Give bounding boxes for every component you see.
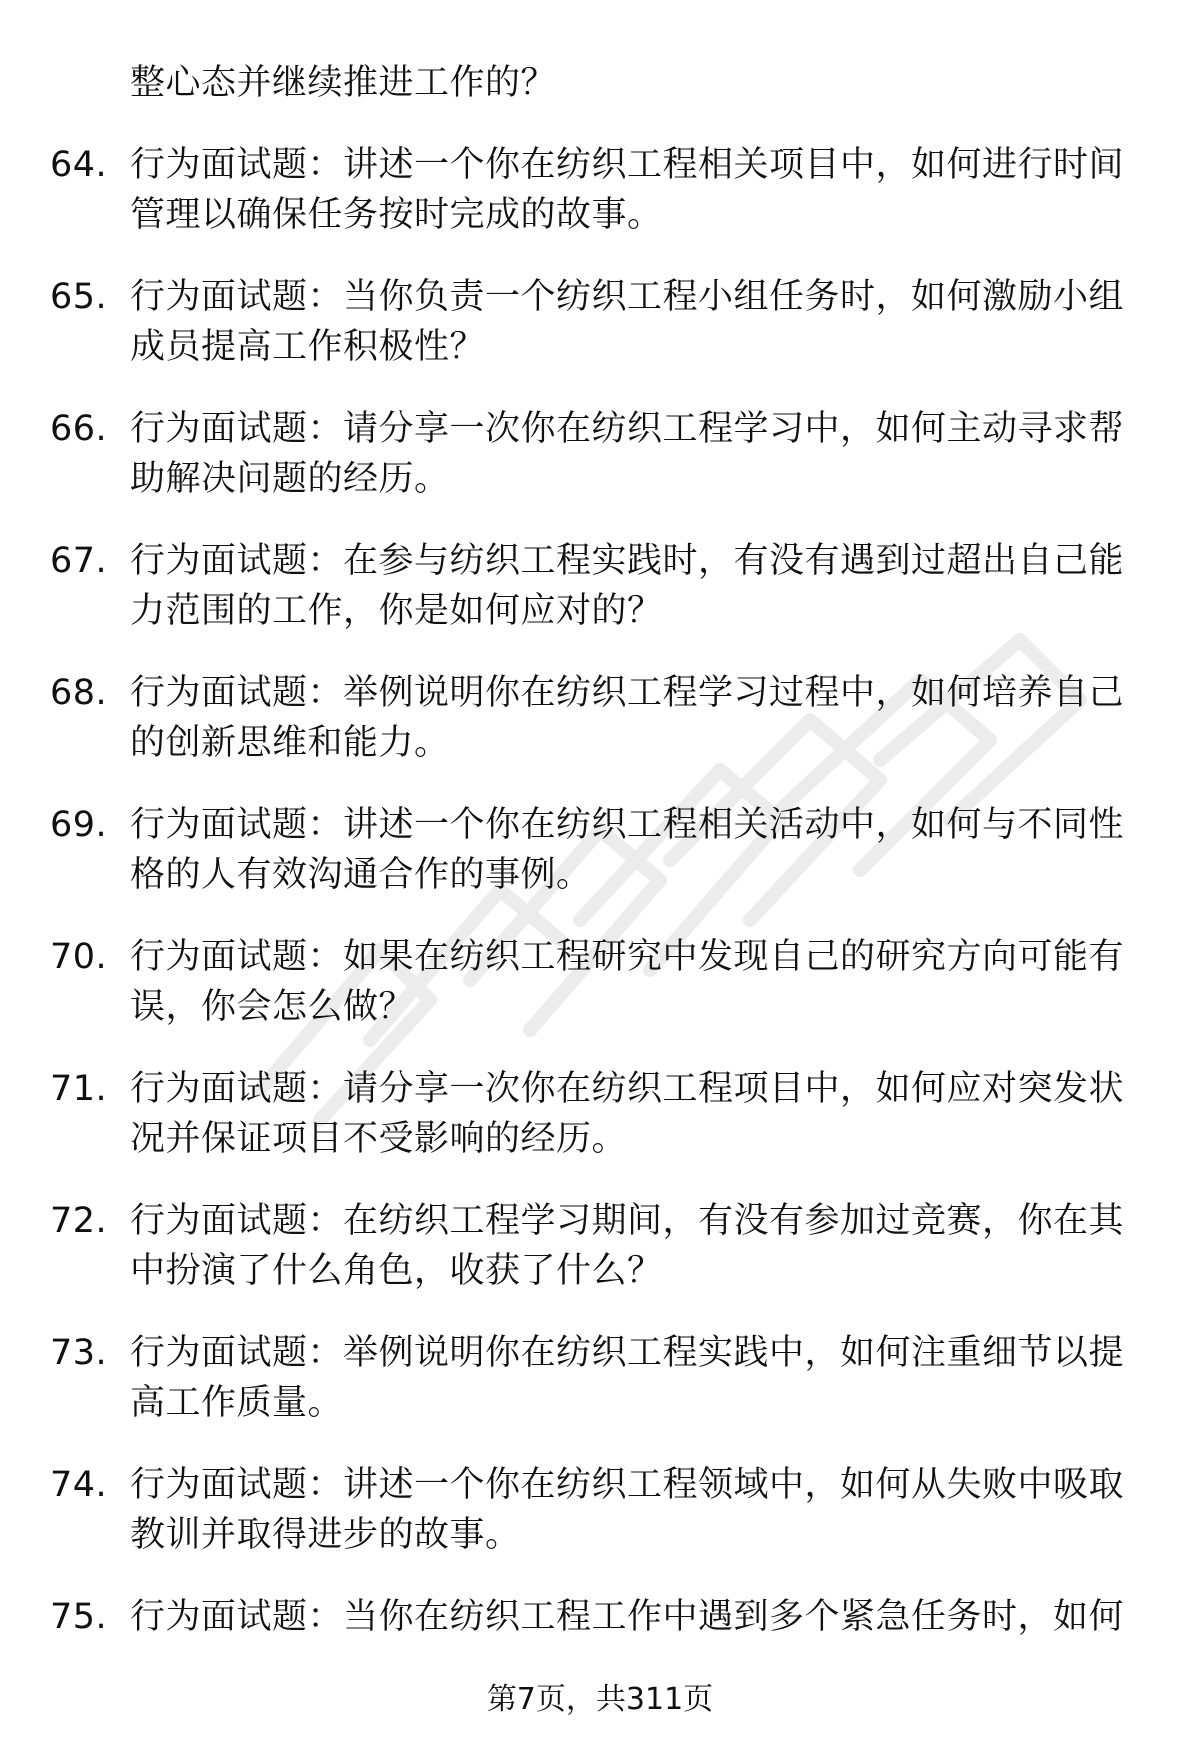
question-number: 73.	[50, 1333, 108, 1373]
question-number: 72.	[50, 1201, 108, 1241]
question-text: 行为面试题：举例说明你在纺织工程学习过程中，如何培养自己的创新思维和能力。	[130, 673, 1125, 763]
list-item	[0, 1328, 1200, 1460]
question-number: 66.	[50, 409, 108, 449]
list-item	[0, 272, 1200, 404]
page-footer: 第7页，共311页	[486, 1682, 714, 1717]
question-number: 69.	[50, 805, 108, 845]
question-number: 67.	[50, 541, 108, 581]
list-item	[0, 668, 1200, 800]
list-item	[0, 1064, 1200, 1196]
question-text: 行为面试题：当你负责一个纺织工程小组任务时，如何激励小组成员提高工作积极性？	[130, 277, 1125, 367]
question-number: 75.	[50, 1597, 108, 1637]
question-text: 行为面试题：如果在纺织工程研究中发现自己的研究方向可能有误，你会怎么做？	[130, 937, 1125, 1027]
list-item	[0, 1196, 1200, 1328]
list-item	[0, 536, 1200, 668]
list-item	[0, 404, 1200, 536]
question-text: 行为面试题：在纺织工程学习期间，有没有参加过竞赛，你在其中扮演了什么角色，收获了什么？	[130, 1201, 1125, 1291]
question-text: 行为面试题：当你在纺织工程工作中遇到多个紧急任务时，如何	[130, 1597, 1125, 1637]
question-text: 行为面试题：讲述一个你在纺织工程领域中，如何从失败中吸取教训并取得进步的故事。	[130, 1465, 1125, 1555]
question-number: 68.	[50, 673, 108, 713]
question-text: 行为面试题：请分享一次你在纺织工程项目中，如何应对突发状况并保证项目不受影响的经历。	[130, 1069, 1125, 1159]
list-item	[0, 800, 1200, 932]
question-list	[0, 140, 1200, 1724]
question-text: 行为面试题：在参与纺织工程实践时，有没有遇到过超出自己能力范围的工作，你是如何应对的？	[130, 541, 1125, 631]
question-number: 74.	[50, 1465, 108, 1505]
question-number: 64.	[50, 145, 108, 185]
question-text: 行为面试题：讲述一个你在纺织工程相关活动中，如何与不同性格的人有效沟通合作的事例。	[130, 805, 1125, 895]
question-number: 71.	[50, 1069, 108, 1109]
list-item	[0, 1460, 1200, 1592]
question-text: 行为面试题：请分享一次你在纺织工程学习中，如何主动寻求帮助解决问题的经历。	[130, 409, 1125, 499]
question-number: 65.	[50, 277, 108, 317]
question-text: 行为面试题：举例说明你在纺织工程实践中，如何注重细节以提高工作质量。	[130, 1333, 1125, 1423]
question-text: 行为面试题：讲述一个你在纺织工程相关项目中，如何进行时间管理以确保任务按时完成的故事。	[130, 145, 1125, 235]
list-item	[0, 140, 1200, 272]
question-number: 70.	[50, 937, 108, 977]
continuation-line: 整心态并继续推进工作的？	[130, 63, 557, 103]
list-item	[0, 932, 1200, 1064]
